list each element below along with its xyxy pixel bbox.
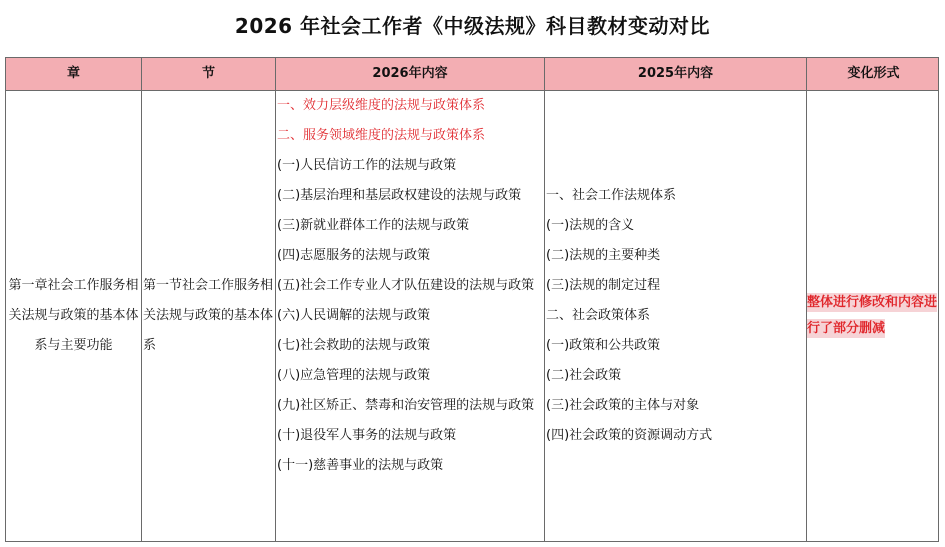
list-item: (三)法规的制定过程 — [546, 278, 661, 293]
list-item: (十一)慈善事业的法规与政策 — [277, 458, 444, 473]
list-item: 二、服务领域维度的法规与政策体系 — [277, 128, 486, 143]
list-item: (三)社会政策的主体与对象 — [546, 398, 700, 413]
chapter-text: 第一章社会工作服务相关法规与政策的基本体系与主要功能 — [8, 278, 139, 353]
header-content-2025: 2025年内容 — [637, 66, 714, 81]
list-item: 二、社会政策体系 — [546, 308, 651, 323]
content-2025-cell — [545, 91, 806, 541]
list-item: (二)法规的主要种类 — [546, 248, 661, 263]
list-item: (一)人民信访工作的法规与政策 — [277, 158, 457, 173]
section-text: 第一节社会工作服务相关法规与政策的基本体系 — [143, 278, 274, 353]
list-item: (四)志愿服务的法规与政策 — [277, 248, 431, 263]
header-section: 节 — [201, 66, 215, 81]
list-item: (一)政策和公共政策 — [546, 338, 661, 353]
table-header-row — [6, 58, 938, 91]
list-item: (五)社会工作专业人才队伍建设的法规与政策 — [277, 278, 535, 293]
list-item: (八)应急管理的法规与政策 — [277, 368, 431, 383]
section-cell — [142, 91, 275, 541]
comparison-table — [5, 57, 939, 542]
header-change: 变化形式 — [847, 66, 900, 81]
list-item: (三)新就业群体工作的法规与政策 — [277, 218, 470, 233]
list-item: (四)社会政策的资源调动方式 — [546, 428, 713, 443]
list-item: (六)人民调解的法规与政策 — [277, 308, 431, 323]
list-item: 一、效力层级维度的法规与政策体系 — [277, 98, 486, 113]
page-title: 2026 年社会工作者《中级法规》科目教材变动对比 — [234, 14, 711, 38]
list-item: (一)法规的含义 — [546, 218, 635, 233]
content-2026-cell — [276, 91, 544, 541]
list-item: (十)退役军人事务的法规与政策 — [277, 428, 457, 443]
header-content-2026: 2026年内容 — [372, 66, 448, 81]
chapter-cell — [6, 91, 141, 541]
list-item: 一、社会工作法规体系 — [546, 188, 677, 203]
list-item: (七)社会救助的法规与政策 — [277, 338, 431, 353]
header-chapter: 章 — [66, 66, 80, 81]
list-item: (二)基层治理和基层政权建设的法规与政策 — [277, 188, 522, 203]
list-item: (二)社会政策 — [546, 368, 622, 383]
change-text: 整体进行修改和内容进行了部分删减 — [807, 295, 938, 336]
list-item: (九)社区矫正、禁毒和治安管理的法规与政策 — [277, 398, 535, 413]
change-cell — [807, 91, 940, 541]
